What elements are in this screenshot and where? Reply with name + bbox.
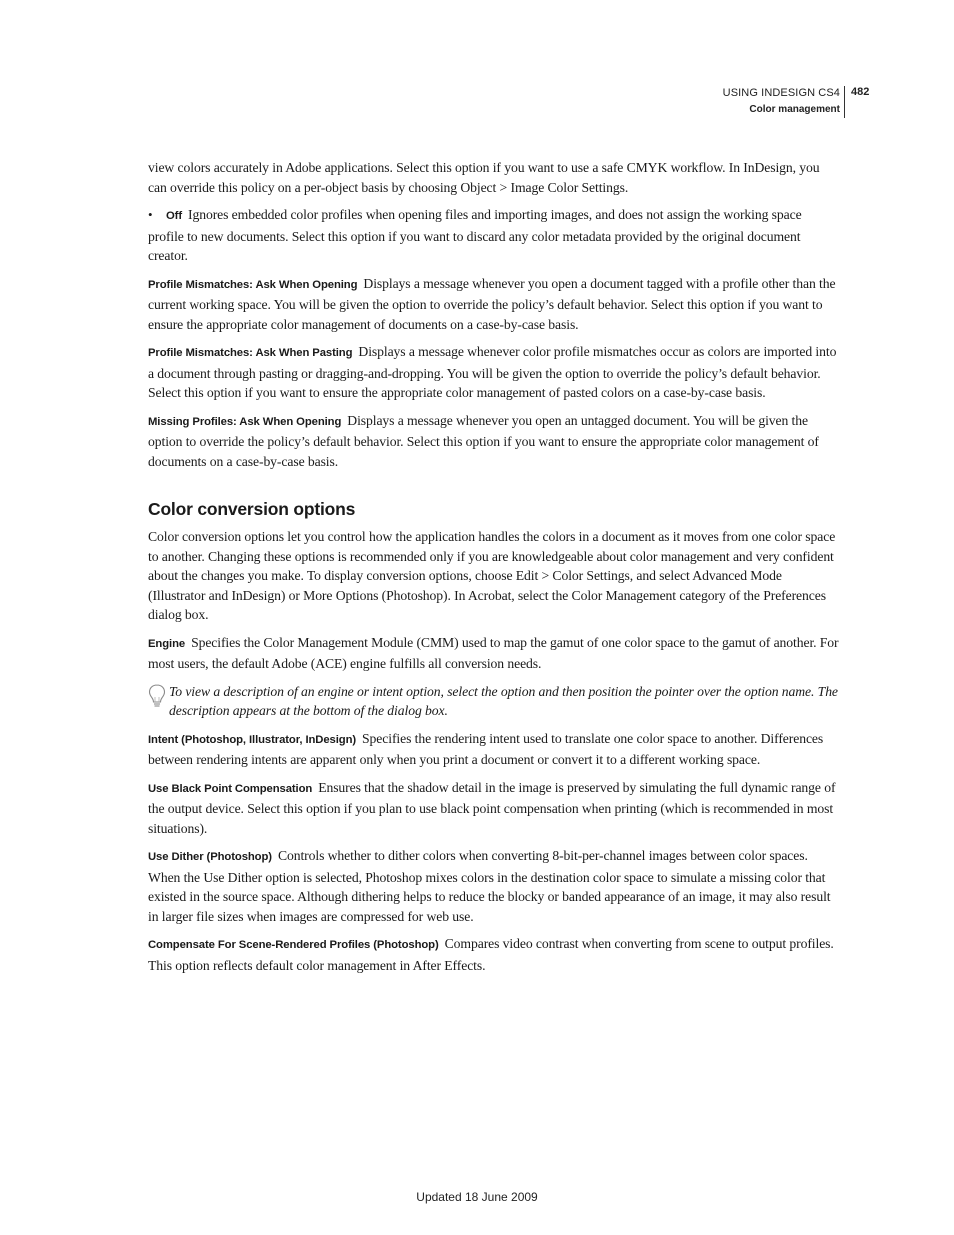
definition-engine [148,633,840,674]
bullet-marker: • [148,207,153,222]
tip-text: To view a description of an engine or intent option, select the option and then position the pointer over the option name. The description appears at the bottom of the dialog box. [169,683,838,718]
section-intro-paragraph: Color conversion options let you control how the application handles the colors in a document as it moves from one color space to another. Changing these options is recommended only if you are knowledgeable about color management and very confident about the changes you make. To display conversion options, choose Edit > Color Settings, and select Advanced Mode (Illustrator and InDesign) or More Options (Photoshop). In Acrobat, select the Color Management category of the Preferences dialog box. [148,529,836,622]
definition-use-dither [148,846,840,926]
running-header-title: USING INDESIGN CS4 [722,87,840,99]
definition-missing-profiles [148,411,840,472]
lightbulb-icon [147,683,167,709]
definition-black-point-compensation [148,778,840,839]
running-header-section: Color management [749,104,840,115]
page-footer: Updated 18 June 2009 [416,1190,538,1204]
definition-profile-mismatch-pasting [148,342,840,403]
term-description: Ensures that the shadow detail in the image is preserved by simulating the full dynamic range of the output device. Select this option if you plan to use black point compensation when printing (which is recommended in most situations). [148,779,836,836]
term-description: Displays a message whenever color profile mismatches occur as colors are imported into a document through pasting or dragging-and-dropping. You will be given the option to override the policy’s default behavior. Select this option if you want to ensure the appropriate color management of pasted colors on a case-by-case basis. [148,344,837,400]
definition-scene-rendered-profiles [148,934,840,975]
term-label: Intent (Photoshop, Illustrator, InDesign) [148,733,357,746]
header-divider [844,86,845,118]
term-description: Controls whether to dither colors when converting 8-bit-per-channel images between color spaces. When the Use Dither option is selected, Photoshop mixes colors in the destination color space to simulate a missing color that existed in the source space. Although dithering helps to reduce the blocky or banded appearance of an image, it may also result in larger file sizes when images are compressed for web use. [148,848,831,924]
page-number: 482 [851,86,870,98]
term-label: Use Dither (Photoshop) [148,851,272,863]
term-description: Compares video contrast when converting from scene to output profiles. This option reflects default color management in After Effects. [148,936,834,973]
intro-continuation-paragraph: view colors accurately in Adobe applications. Select this option if you want to use a safe CMYK workflow. In InDesign, you can override this policy on a per-object basis by choosing Object > Image Color Settings. [148,160,820,195]
term-label: Missing Profiles: Ask When Opening [148,415,342,428]
term-description: Specifies the Color Management Module (CMM) used to map the gamut of one color space to the gamut of another. For most users, the default Adobe (ACE) engine fulfills all conversion needs. [148,634,839,671]
term-description: Displays a message whenever you open a document tagged with a profile other than the current working space. You will be given the option to override the policy’s default behavior. Select this option if you want to ensure the appropriate color management of documents on a case-by-case basis. [148,275,836,332]
term-label: Profile Mismatches: Ask When Opening [148,278,358,291]
definition-profile-mismatch-opening [148,274,840,335]
term-label: Off [166,210,183,222]
bullet-item-off [148,205,840,266]
term-label: Profile Mismatches: Ask When Pasting [148,347,353,359]
term-label: Compensate For Scene-Rendered Profiles (Photoshop) [148,939,439,951]
definition-intent [148,729,840,770]
page-body [148,158,840,983]
tip-note [148,682,840,721]
term-label: Use Black Point Compensation [148,782,313,795]
term-description: Specifies the rendering intent used to translate one color space to another. Differences between rendering intents are apparent only when you print a document or convert it to a different working space. [148,730,824,767]
term-label: Engine [148,637,186,650]
section-heading: Color conversion options [148,499,356,519]
term-description: Ignores embedded color profiles when opening files and importing images, and does not assign the working space profile to new documents. Select this option if you want to discard any color metadata provided by the original document creator. [148,207,802,263]
term-description: Displays a message whenever you open an untagged document. You will be given the option to override the policy’s default behavior. Select this option if you want to ensure the appropriate color management of documents on a case-by-case basis. [148,412,819,469]
